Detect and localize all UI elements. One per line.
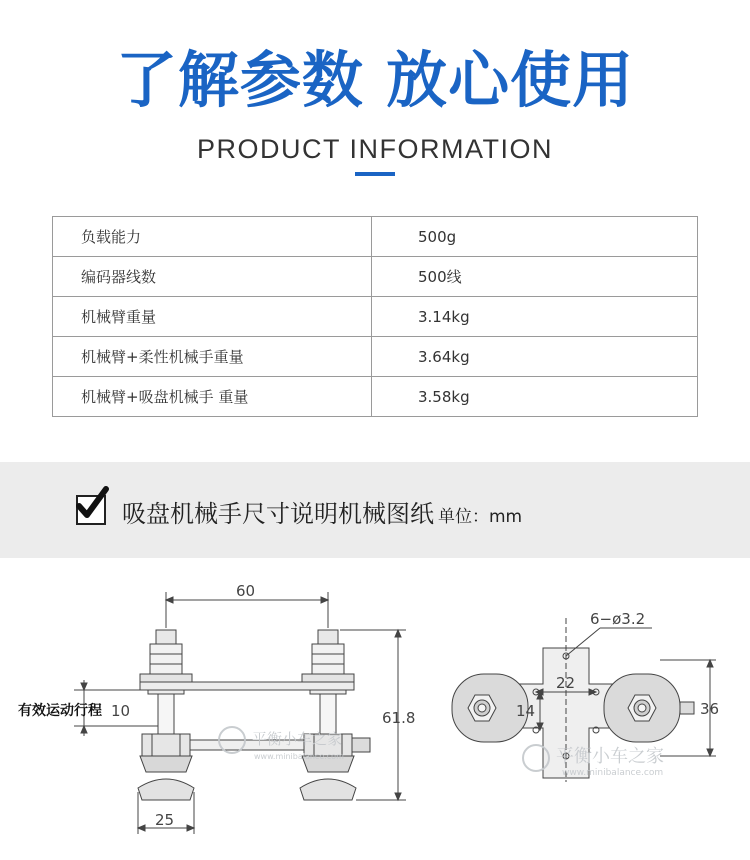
table-row	[53, 297, 698, 337]
spec-value: 500g	[372, 217, 698, 257]
hole-callout: 6−ø3.2	[590, 610, 646, 628]
spec-value: 500线	[372, 257, 698, 297]
spec-label: 负载能力	[53, 217, 372, 257]
dimension-height: 61.8	[382, 709, 416, 727]
spec-value: 3.14kg	[372, 297, 698, 337]
spec-table	[52, 216, 698, 417]
dimension-spacing-x: 22	[556, 674, 576, 692]
spec-label: 编码器线数	[53, 257, 372, 297]
table-row	[53, 217, 698, 257]
dimension-spacing-y: 14	[516, 702, 536, 720]
section-title	[122, 497, 522, 534]
watermark-url: www.minibalance.com	[254, 752, 344, 761]
dimension-cup-width: 25	[155, 811, 175, 829]
spec-value: 3.64kg	[372, 337, 698, 377]
table-row	[53, 257, 698, 297]
table-row	[53, 377, 698, 417]
checkbox-icon	[76, 495, 106, 525]
table-row	[53, 337, 698, 377]
dimension-stroke: 10	[111, 702, 131, 720]
dimension-side-height: 36	[700, 700, 720, 718]
technical-drawing	[0, 570, 750, 855]
unit-label: 单位：mm	[438, 507, 523, 527]
page-title: 了解参数 放心使用	[115, 45, 635, 116]
watermark-text: 平衡小车之家	[556, 746, 664, 767]
watermark-text: 平衡小车之家	[252, 730, 343, 748]
watermark-url: www.minibalance.com	[562, 768, 664, 778]
page-subtitle: PRODUCT INFORMATION	[197, 134, 553, 164]
spec-label: 机械臂+柔性机械手重量	[53, 337, 372, 377]
spec-label: 机械臂重量	[53, 297, 372, 337]
dimension-width-top: 60	[236, 582, 256, 600]
title-underline	[355, 172, 395, 176]
spec-value: 3.58kg	[372, 377, 698, 417]
spec-label: 机械臂+吸盘机械手 重量	[53, 377, 372, 417]
section-title-text: 吸盘机械手尺寸说明机械图纸	[122, 500, 434, 528]
stroke-label: 有效运动行程	[18, 703, 102, 719]
